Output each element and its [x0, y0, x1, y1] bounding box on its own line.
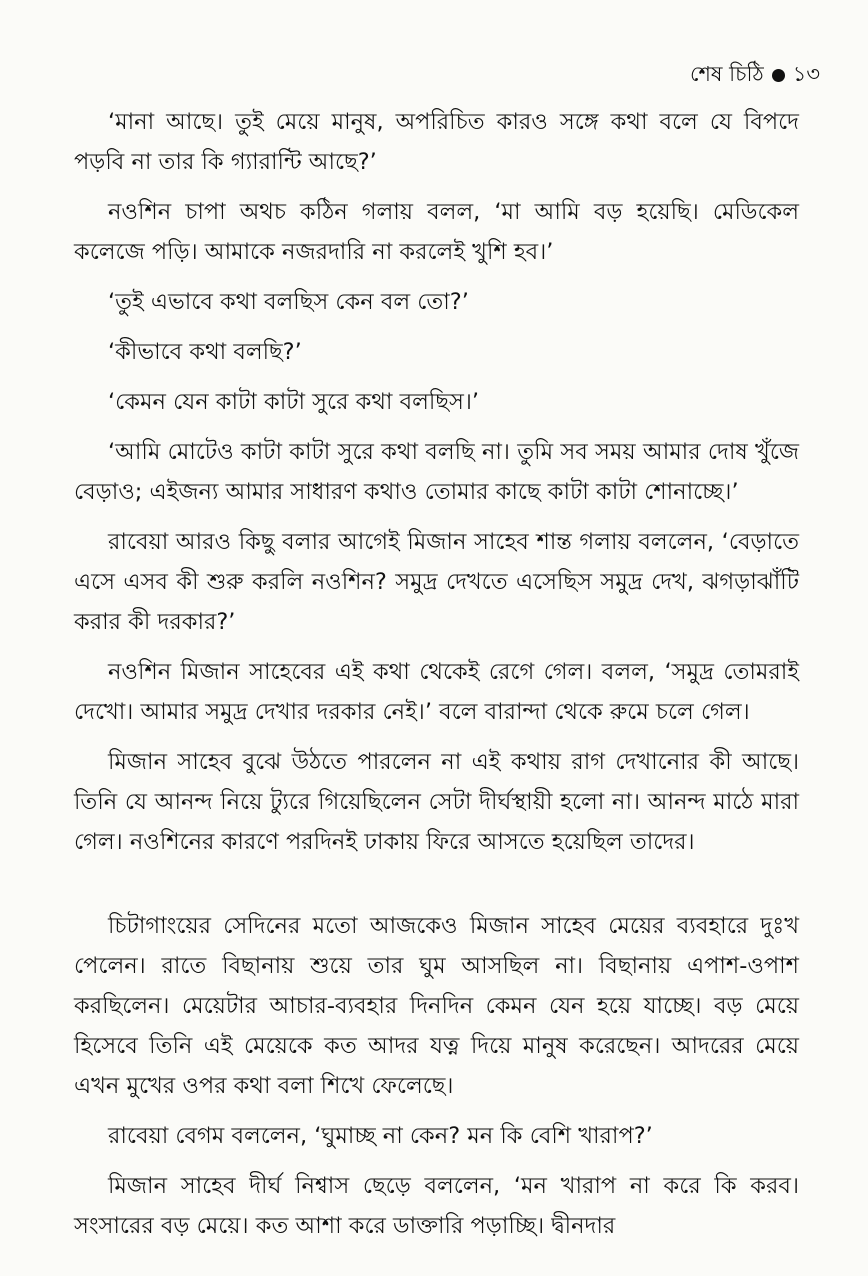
- paragraph: ‘তুই এভাবে কথা বলছিস কেন বল তো?’: [108, 289, 469, 315]
- paragraph: ‘কেমন যেন কাটা কাটা সুরে কথা বলছিস।’: [108, 389, 480, 415]
- paragraph: ‘আমি মোটেও কাটা কাটা সুরে কথা বলছি না। তুমি সব সময় আমার দোষ খুঁজে বেড়াও; এইজন্য আমার সাধারণ কথাও তোমার কাছে কাটা কাটা শোনাচ্ছে।’: [74, 439, 799, 505]
- paragraph: রাবেয়া বেগম বললেন, ‘ঘুমাচ্ছ না কেন? মন কি বেশি খারাপ?’: [108, 1123, 653, 1149]
- paragraph: ‘কীভাবে কথা বলছি?’: [108, 339, 302, 365]
- book-title: শেষ চিঠি: [689, 62, 764, 86]
- bullet-dot-icon: [772, 69, 785, 82]
- paragraph: মিজান সাহেব দীর্ঘ নিশ্বাস ছেড়ে বললেন, ‘মন খারাপ না করে কি করব। সংসারের বড় মেয়ে। কত আশা করে ডাক্তারি পড়াচ্ছি। দ্বীনদার: [74, 1173, 799, 1239]
- paragraph: মিজান সাহেব বুঝে উঠতে পারলেন না এই কথায় রাগ দেখানোর কী আছে। তিনি যে আনন্দ নিয়ে ট্যুরে গিয়েছিলেন সেটা দীর্ঘস্থায়ী হলো না। আনন্দ মাঠে মারা গেল। নওশিনের কারণে পরদিনই ঢাকায় ফিরে আসতে হয়েছিল তাদের।: [74, 749, 799, 855]
- paragraph: রাবেয়া আরও কিছু বলার আগেই মিজান সাহেব শান্ত গলায় বললেন, ‘বেড়াতে এসে এসব কী শুরু করলি নওশিন? সমুদ্র দেখতে এসেছিস সমুদ্র দেখ, ঝগড়াঝাঁটি করার কী দরকার?’: [74, 529, 799, 635]
- paragraph: চিটাগাংয়ের সেদিনের মতো আজকেও মিজান সাহেব মেয়ের ব্যবহারে দুঃখ পেলেন। রাতে বিছানায় শুয়ে তার ঘুম আসছিল না। বিছানায় এপাশ-ওপাশ করছিলেন। মেয়েটার আচার-ব্যবহার দিনদিন কেমন যেন হয়ে যাচ্ছে। বড় মেয়ে হিসেবে তিনি এই মেয়েকে কত আদর যত্ন দিয়ে মানুষ করেছেন। আদরের মেয়ে এখন মুখের ওপর কথা বলা শিখে ফেলেছে।: [74, 913, 799, 1099]
- paragraph: ‘মানা আছে। তুই মেয়ে মানুষ, অপরিচিত কারও সঙ্গে কথা বলে যে বিপদে পড়বি না তার কি গ্যারান্টি আছে?’: [74, 109, 799, 175]
- page-body: [74, 102, 799, 1246]
- running-header: [690, 58, 820, 93]
- page-number: ১৩: [792, 62, 820, 86]
- paragraph: নওশিন চাপা অথচ কঠিন গলায় বলল, ‘মা আমি বড় হয়েছি। মেডিকেল কলেজে পড়ি। আমাকে নজরদারি না করলেই খুশি হব।’: [74, 199, 799, 265]
- paragraph: নওশিন মিজান সাহেবের এই কথা থেকেই রেগে গেল। বলল, ‘সমুদ্র তোমরাই দেখো। আমার সমুদ্র দেখার দরকার নেই।’ বলে বারান্দা থেকে রুমে চলে গেল।: [74, 659, 799, 725]
